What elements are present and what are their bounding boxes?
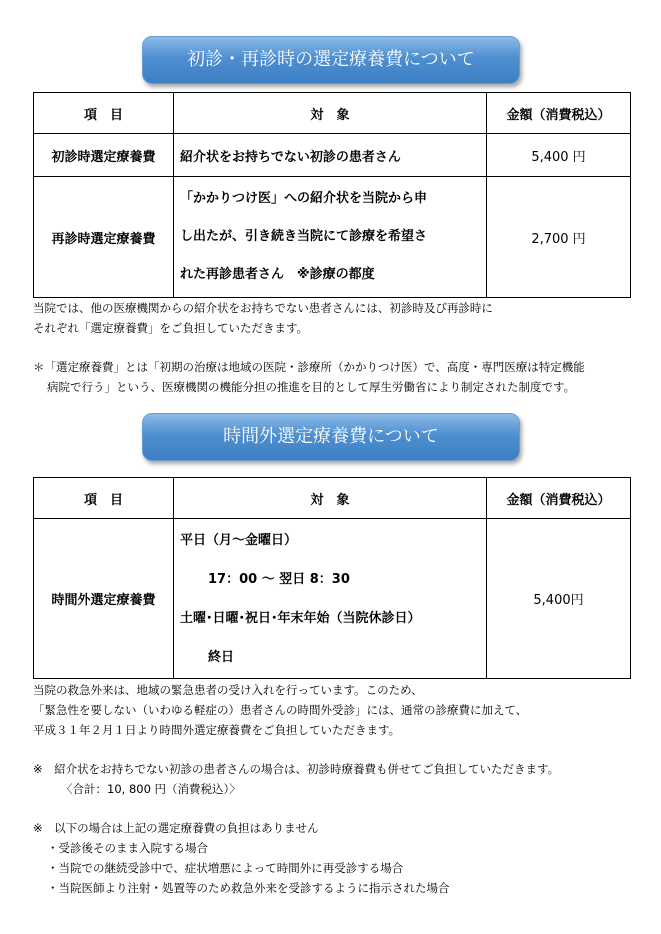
row-target-line: 平日（月～金曜日） xyxy=(180,532,298,548)
table-header-row xyxy=(34,478,631,519)
section2-title-banner xyxy=(142,413,520,461)
section2-fee-table xyxy=(33,477,631,679)
section1-note xyxy=(33,298,493,338)
row-target-line: 「かかりつけ医」への紹介状を当院から申 xyxy=(180,191,428,206)
row-item: 時間外選定療養費 xyxy=(34,519,174,679)
header-target: 対 象 xyxy=(174,93,487,134)
section2-note2 xyxy=(33,759,559,799)
note-line: ※ 紹介状をお持ちでない初診の患者さんの場合は、初診時療養費も併せてご負担していただきます。 xyxy=(33,762,560,776)
note-line: それぞれ「選定療養費」をご負担していただきます。 xyxy=(33,321,309,335)
section2-title: 時間外選定療養費について xyxy=(223,426,439,447)
section1-footnote xyxy=(33,357,585,397)
row-item: 初診時選定療養費 xyxy=(34,134,174,177)
row-target-line: 終日 xyxy=(208,649,235,665)
note-line: 「緊急性を要しない（いわゆる軽症の）患者さんの時間外受診」には、通常の診療費に加えて、 xyxy=(33,703,528,717)
note-line: 〈合計：10, 800 円（消費税込）〉 xyxy=(61,782,241,796)
row-amount: 5,400円 xyxy=(487,519,631,679)
header-amount: 金額（消費税込） xyxy=(487,93,631,134)
row-target-line: 紹介状をお持ちでない初診の患者さん xyxy=(180,149,401,165)
section2-note xyxy=(33,680,527,740)
section1-fee-table xyxy=(33,92,631,298)
row-item: 再診時選定療養費 xyxy=(34,177,174,298)
note-line: 平成３１年２月１日より時間外選定療養費をご負担していただきます。 xyxy=(33,723,401,737)
row-target-line: 17：00 ～ 翌日 8：30 xyxy=(208,571,350,587)
header-amount: 金額（消費税込） xyxy=(487,478,631,519)
exemption-item: ・当院での継続受診中で、症状増悪によって時間外に再受診する場合 xyxy=(47,861,404,875)
row-target-line: れた再診患者さん ※診療の都度 xyxy=(180,267,375,282)
table-row xyxy=(34,519,631,679)
header-item: 項 目 xyxy=(34,478,174,519)
note-line: 当院では、他の医療機関からの紹介状をお持ちでない患者さんには、初診時及び再診時に xyxy=(33,301,493,315)
exemptions-title: ※ 以下の場合は上記の選定療養費の負担はありません xyxy=(33,821,319,835)
row-target xyxy=(174,519,487,679)
row-target xyxy=(174,134,487,177)
table-row xyxy=(34,177,631,298)
section2-exemptions xyxy=(33,818,450,898)
exemption-item: ・受診後そのまま入院する場合 xyxy=(47,841,208,855)
row-amount: 2,700 円 xyxy=(487,177,631,298)
header-target: 対 象 xyxy=(174,478,487,519)
row-target-line: し出たが、引き続き当院にて診療を希望さ xyxy=(180,229,428,244)
header-item: 項 目 xyxy=(34,93,174,134)
note-line: 当院の救急外来は、地域の緊急患者の受け入れを行っています。このため、 xyxy=(33,683,423,697)
footnote-line: 病院で行う」という、医療機関の機能分担の推進を目的として厚生労働省により制定された制度です。 xyxy=(47,380,576,394)
section1-title-banner xyxy=(142,36,520,84)
footnote-line: ＊「選定療養費」とは「初期の治療は地域の医院・診療所（かかりつけ医）で、高度・専門医療は特定機能 xyxy=(33,360,585,374)
exemption-item: ・当院医師より注射・処置等のため救急外来を受診するように指示された場合 xyxy=(47,881,450,895)
row-target xyxy=(174,177,487,298)
row-target-line: 土曜･日曜･祝日･年末年始（当院休診日） xyxy=(180,610,421,626)
table-row xyxy=(34,134,631,177)
table-header-row xyxy=(34,93,631,134)
section1-title: 初診・再診時の選定療養費について xyxy=(187,49,475,70)
row-amount: 5,400 円 xyxy=(487,134,631,177)
